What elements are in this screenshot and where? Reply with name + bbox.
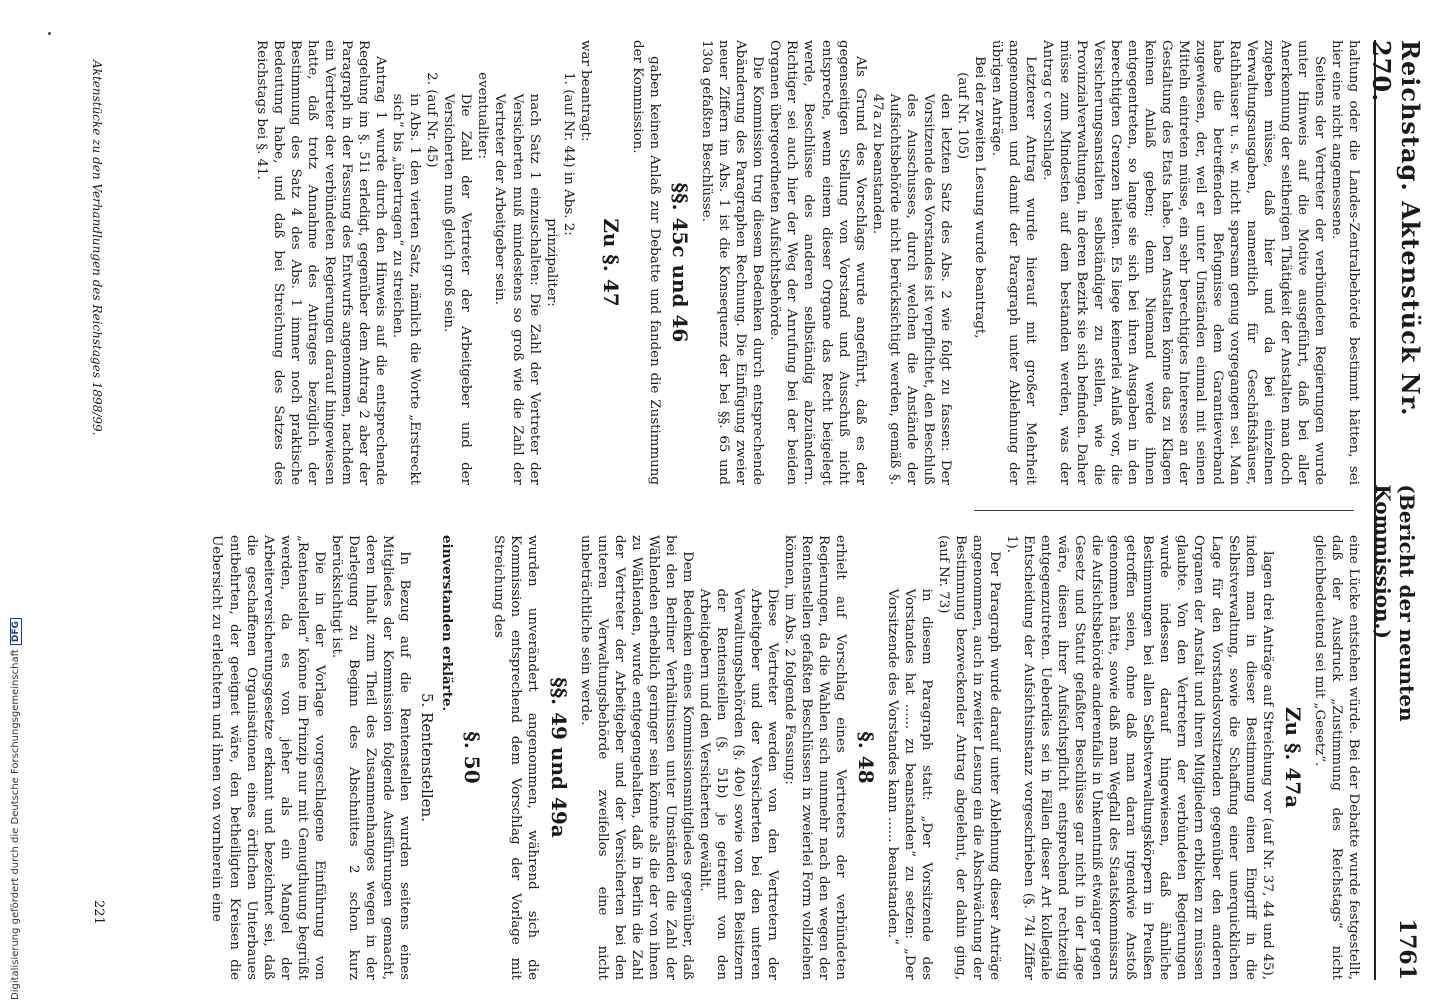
- paragraph: Die Kommission trug diesem Bedenken durch entsprechende Abänderung des Paragraphen Rechnung. Die Einfügung zweier neuer Ziffern im Abs. 1 ist die Konsequenz der bei §§. 65 und 130a gefaßten Beschlüsse.: [699, 40, 766, 485]
- digitization-credit: [10, 618, 22, 1000]
- dfg-logo-icon: DFG: [10, 618, 22, 645]
- section-heading: §§. 45c und 46: [668, 182, 693, 343]
- paragraph: haltung oder die Landes-Zentralbehörde bestimmt hätten, sei hier eine nicht angemessene.: [1328, 40, 1361, 485]
- paragraph: nach Satz 1 einzuschalten: Die Zahl der Vertreter der Versicherten muß mindestens so groß wie die Zahl der Vertreter der Arbeitgeber sein.: [492, 93, 542, 485]
- paragraph: in diesem Paragraph statt: „Der Vorsitzende des Vorstandes hat ...... zu beanstanden“ zu setzen: „Der Vorsitzende des Vorstandes kann ...... beanstanden.“: [885, 588, 935, 980]
- header-title: Reichstag. Aktenstück Nr. 270.: [1367, 40, 1425, 417]
- paragraph: prinzipaliter:: [543, 218, 559, 307]
- section-heading: §. 48: [854, 731, 879, 784]
- paragraph: In Bezug auf die Rentenstellen wurden seitens eines Mitgliedes der Kommission folgende Ausführungen gemacht, deren Inhalt zum Theil des Zusammenhanges wegen in der Darlegung zu Beginn des Abschnittes 2 schon kurz berücksichtigt ist.: [328, 535, 412, 980]
- footer-source: Aktenstücke zu den Verhandlungen des Reichstages 1898/99.: [90, 60, 104, 436]
- footer-page-number: 221: [91, 900, 106, 925]
- paragraph: Letzterer Antrag wurde hierauf mit großer Mehrheit angenommen und damit der Paragraph unter Ablehnung der übrigen Anträge.: [988, 40, 1038, 485]
- paragraph: Die in der Vorlage vorgeschlagene Einführung von „Rentenstellen“ könne im Prinzip nur mit Genugthuung begrüßt werden, da es von jeher als ein Mangel der Arbeiterversicherungsgesetze erkannt und bezeichnet sei, daß die geschaffenen Organisationen eines örtlichen Unterbaues entbehrten, der geeignet wäre, den betheiligten Kreisen die Uebersicht zu erleichtern und ihnen von vornherein eine: [209, 535, 327, 980]
- paragraph: Diese Vertreter werden von den Vertretern der Arbeitgeber und der Versicherten bei den unteren Verwaltungsbehörden (§. 40e) sowie von den Beisitzern der Rentenstellen (§. 51b) je getrennt von den Arbeitgebern und den Versicherten gewählt.: [696, 588, 780, 980]
- paragraph: Der Paragraph wurde darauf unter Ablehnung dieser Anträge angenommen, auch in zweiter Lesung ein die Abschwächung der Bestimmung bezweckender Antrag abgelehnt, der dahin ging, (auf Nr. 73): [936, 535, 1003, 980]
- header-subtitle: (Bericht der neunten Kommission.): [1371, 484, 1420, 722]
- paragraph: wurden unverändert angenommen, während sich die Kommission entsprechend dem Vorschlag der Vorlage mit Streichung des: [491, 535, 541, 980]
- paragraph: (auf Nr. 105): [954, 72, 970, 160]
- paragraph: Als Grund des Vorschlags wurde angeführt, daß es der gegenseitigen Stellung von Vorstand und Ausschuß nicht entspreche, wenn einem dieser Organe das Recht beigelegt werde, Beschlüsse des anderen selbständig abzuändern. Richtiger sei auch hier der Weg der Anrufung bei der beiden Organen übergeordneten Aufsichtsbehörde.: [767, 40, 868, 485]
- section-heading: Zu §. 47a: [1280, 706, 1305, 809]
- paragraph: lagen drei Anträge auf Streichung vor (auf Nr. 37, 44 und 45), indem man in dieser Bestimmung einen Eingriff in die Selbstverwaltung, sowie die Schaffung einer unerquicklichen Lage für den Vorstandsvorsitzenden gegenüber den anderen Organen der Anstalt und ihren Mitgliedern erblicken zu müssen glaubte. Von den Vertretern der verbündeten Regierungen wurde indessen darauf hingewiesen, daß ähnliche Bestimmungen bei allen Selbstverwaltungskörpern in Preußen getroffen seien, ohne daß man daran irgendwie Anstoß genommen hätte, sowie daß man Wegfall des Staatskommissars die Aufsichtsbehörde anderenfalls in Unkenntniß etwaiger gegen Gesetz und Statut gefaßter Beschlüsse gar nicht in der Lage wäre, diesen ihrer Aufsichtspflicht entsprechend rechtzeitig entgegenzutreten. Ueberdies sei in Fällen dieser Art kollegiale Entscheidung der Aufsichtsinstanz vorgeschrieben (§. 74i Ziffer 1).: [1004, 535, 1275, 980]
- document-page: [50, 0, 1434, 1000]
- paragraph: einverstanden erklärte.: [438, 535, 455, 712]
- right-text-column: [110, 535, 1362, 980]
- paragraph: war beantragt:: [577, 40, 593, 142]
- header-page-number: 1761: [1394, 918, 1421, 980]
- paragraph: Bei der zweiten Lesung wurde beantragt,: [971, 56, 987, 339]
- paragraph: eventualiter:: [475, 72, 491, 159]
- credit-text: Digitalisierung gefördert durch die Deutsche Forschungsgemeinschaft: [10, 649, 21, 1000]
- column-divider: [974, 510, 1354, 511]
- paragraph: in Abs. 1 den vierten Satz, nämlich die Worte „Erstreckt sich“ bis „übertragen“ zu streichen.: [390, 93, 423, 485]
- section-heading: §§. 49 und 49a: [546, 677, 571, 838]
- paragraph: den letzten Satz des Abs. 2 wie folgt zu fassen: Der Vorsitzende des Vorstandes ist verpflichtet, den Beschluß des Ausschusses, durch welchen die Anstände der Aufsichtsbehörde nicht berücksichtigt werden, gemäß §. 47a zu beanstanden.: [869, 93, 953, 485]
- subsection-heading: 5. Rentenstellen.: [417, 693, 436, 822]
- paragraph: erhielt auf Vorschlag eines Vertreters der verbündeten Regierungen, da die Wahlen sich nunmehr nach den wegen der Rentenstellen gefaßten Beschlüssen in zweierlei Form vollziehen können, im Abs. 2 folgende Fassung:: [781, 535, 848, 980]
- page-header: [1367, 40, 1425, 980]
- section-heading: §. 50: [460, 731, 485, 784]
- paragraph: eine Lücke entstehen würde. Bei der Debatte wurde festgestellt, daß der Ausdruck „Zustimmung des Reichstags“ nicht gleichbedeutend sei mit „Gesetz“.: [1311, 535, 1361, 980]
- paragraph: 2. (auf Nr. 45): [424, 72, 440, 168]
- paragraph: Antrag 1 wurde durch den Hinweis auf die entsprechende Regelung im §. 51i erledigt, gegenüber dem Antrag 2 aber der Paragraph in der Fassung des Entwurfs angenommen, nachdem ein Vertreter der verbündeten Regierungen darauf hingewiesen hatte, daß trotz Annahme des Antrages bezüglich der Bestimmung des Satz 4 des Abs. 1 immer noch praktische Bedeutung habe, und daß bei Streichung des Satzes des Reichstags bei §. 41.: [254, 40, 389, 485]
- paragraph: Seitens der Vertreter der verbündeten Regierungen wurde unter Hinweis auf die Motive ausgeführt, daß bei aller Anerkennung der seitherigen Thätigkeit der Anstalten man doch zugeben müsse, daß hier und da bei einzelnen Verwaltungsausgaben, namentlich für Geschäftshäuser, Rathhäuser u. s. w. nicht sparsam genug vorgegangen sei. Man habe die betreffenden Befugnisse dem Garantieverband zugewiesen, der, weil er unter Umständen einmal mit seinen Mitteln eintreten müsse, ein sehr berechtigtes Interesse an der Gestaltung des Etats habe. Den Anstalten könne das zu Klagen keinen Anlaß geben; denn Niemand werde ihnen entgegentreten, so lange sie sich bei ihren Ausgaben in den berechtigten Grenzen hielten. Es liege keinerlei Anlaß vor, die Versicherungsanstalten selbständiger zu stellen, wie die Provinzialverwaltungen, in deren Bezirk sie sich befinden. Daher müsse zum Mindesten auf dem bestanden werden, was der Antrag c vorschlage.: [1039, 40, 1327, 485]
- section-heading: Zu §. 47: [598, 218, 623, 307]
- paragraph: gaben keinen Anlaß zur Debatte und fanden die Zustimmung der Kommission.: [629, 40, 662, 485]
- paragraph: Die Zahl der Vertreter der Arbeitgeber und der Versicherten muß gleich groß sein.: [441, 93, 474, 485]
- paragraph: Dem Bedenken eines Kommissionsmitgliedes gegenüber, daß bei den Berliner Verhältnissen unter Umständen die Zahl der Wählenden erheblich geringer sein könnte als die der von ihnen zu Wählenden, wurde entgegengehalten, daß in Berlin die Zahl der Vertreter der Arbeitgeber und der Versicherten bei den unteren Verwaltungsbehörde zweifellos eine nicht unbeträchtliche sein werde.: [577, 535, 695, 980]
- left-text-column: [110, 40, 1362, 485]
- paragraph: 1. (auf Nr. 44) in Abs. 2:: [560, 72, 576, 236]
